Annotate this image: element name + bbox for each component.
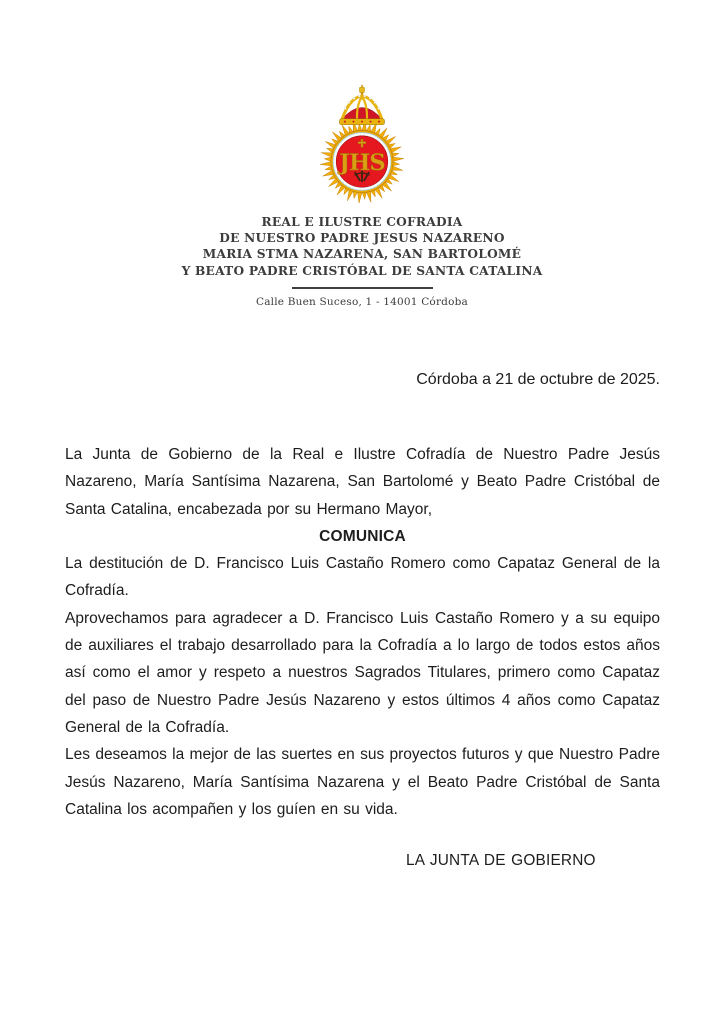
signature-line: LA JUNTA DE GOBIERNO (406, 852, 596, 870)
cofradia-emblem-icon (308, 84, 416, 203)
letter-body (65, 441, 660, 874)
intro-paragraph: La Junta de Gobierno de la Real e Ilustre Cofradía de Nuestro Padre Jesús Nazareno, María Santísima Nazarena, San Bartolomé y Beato Padre Cristóbal de Santa Catalina, encabezada por su Hermano Mayor, (65, 446, 660, 518)
comunica-heading: COMUNICA (319, 527, 406, 545)
address-line: Calle Buen Suceso, 1 - 14001 Córdoba (255, 296, 469, 309)
org-name-block (0, 214, 724, 279)
org-name-line: DE NUESTRO PADRE JESUS NAZARENO (219, 231, 505, 246)
divider-rule (292, 287, 433, 289)
org-name-line: REAL E ILUSTRE COFRADIA (261, 215, 463, 229)
paragraph-destitucion: La destitución de D. Francisco Luis Castaño Romero como Capataz General de la Cofradía. (65, 555, 660, 600)
paragraph-deseos: Les deseamos la mejor de las suertes en sus proyectos futuros y que Nuestro Padre Jesús Nazareno, María Santísima Nazarena y el Beato Padre Cristóbal de Santa Catalina los acompañen y los guíen en su vida. (65, 746, 660, 818)
org-name-line: Y BEATO PADRE CRISTÓBAL DE SANTA CATALINA (181, 263, 543, 278)
jhs-monogram: JHS (339, 150, 385, 177)
letterhead (0, 84, 724, 308)
paragraph-agradecimiento: Aprovechamos para agradecer a D. Francisco Luis Castaño Romero y a su equipo de auxiliares el trabajo desarrollado para la Cofradía a lo largo de todos estos años así como el amor y respeto a nuestros Sagrados Titulares, primero como Capataz del paso de Nuestro Padre Jesús Nazareno y estos últimos 4 años como Capataz General de la Cofradía. (65, 609, 660, 736)
org-name-line: MARIA STMA NAZARENA, SAN BARTOLOMÉ (202, 247, 522, 262)
date-line: Córdoba a 21 de octubre de 2025. (416, 371, 660, 388)
